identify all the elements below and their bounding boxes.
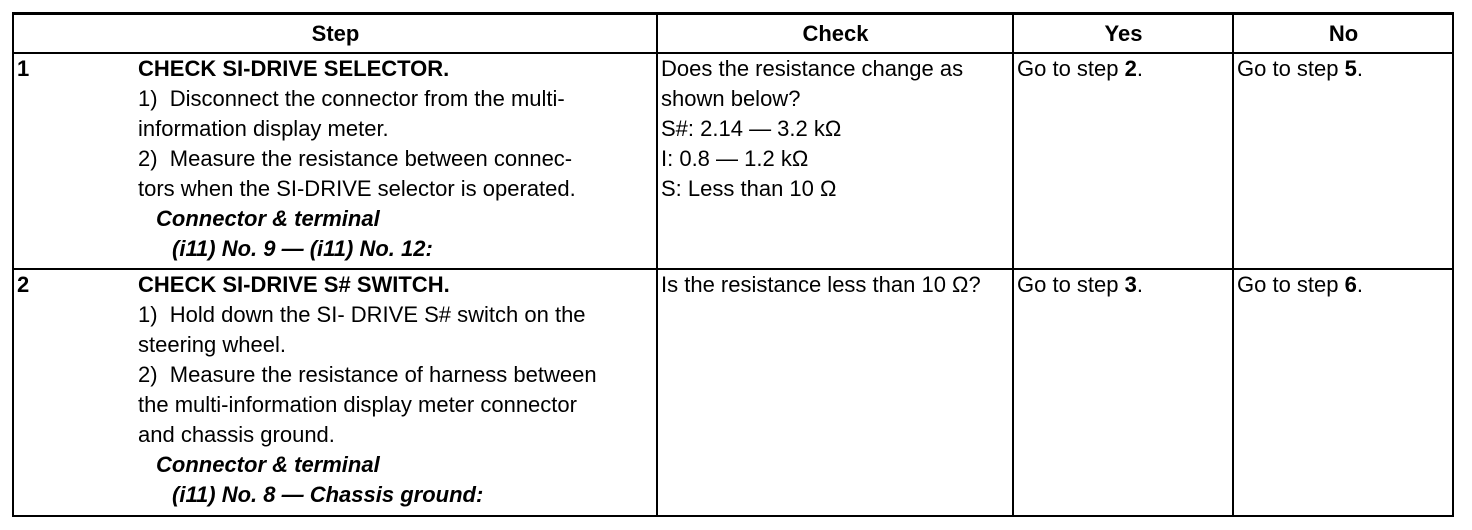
check-cell — [657, 53, 1013, 269]
header-step: Step — [13, 14, 657, 54]
no-cell — [1233, 53, 1453, 269]
yes-period: . — [1136, 272, 1143, 297]
no-prefix: Go to step — [1237, 272, 1345, 297]
step-title: CHECK SI-DRIVE SELECTOR. — [138, 56, 450, 81]
yes-prefix: Go to step — [1017, 56, 1125, 81]
step-line: 2) Measure the resistance of harness between — [138, 362, 597, 387]
table-row — [13, 269, 1453, 516]
connector-terminal-value: (i11) No. 8 — Chassis ground: — [172, 482, 484, 507]
step-body — [138, 54, 654, 264]
yes-period: . — [1136, 56, 1143, 81]
header-check: Check — [657, 14, 1013, 54]
step-line: tors when the SI-DRIVE selector is operated. — [138, 176, 576, 201]
table-row — [13, 53, 1453, 269]
check-line: I: 0.8 — 1.2 kΩ — [661, 146, 809, 171]
yes-prefix: Go to step — [1017, 272, 1125, 297]
check-cell — [657, 269, 1013, 516]
check-line: shown below? — [661, 86, 801, 111]
connector-terminal-label: Connector & terminal — [156, 452, 380, 477]
check-line: S#: 2.14 — 3.2 kΩ — [661, 116, 842, 141]
no-step-link[interactable]: 5 — [1344, 56, 1357, 81]
step-line: 2) Measure the resistance between connec- — [138, 146, 573, 171]
step-cell — [13, 269, 657, 516]
step-line: and chassis ground. — [138, 422, 335, 447]
header-no: No — [1233, 14, 1453, 54]
check-line: Is the resistance less than 10 Ω? — [661, 272, 981, 297]
yes-cell — [1013, 53, 1233, 269]
connector-terminal-value: (i11) No. 9 — (i11) No. 12: — [172, 236, 433, 261]
step-body — [138, 270, 654, 510]
step-line: steering wheel. — [138, 332, 286, 357]
no-prefix: Go to step — [1237, 56, 1345, 81]
step-line: 1) Hold down the SI- DRIVE S# switch on the — [138, 302, 586, 327]
header-row — [13, 14, 1453, 54]
yes-cell — [1013, 269, 1233, 516]
check-line: Does the resistance change as — [661, 56, 964, 81]
no-period: . — [1356, 272, 1363, 297]
yes-step-link[interactable]: 2 — [1124, 56, 1137, 81]
check-line: S: Less than 10 Ω — [661, 176, 837, 201]
step-cell — [13, 53, 657, 269]
step-line: 1) Disconnect the connector from the multi- — [138, 86, 565, 111]
header-yes: Yes — [1013, 14, 1233, 54]
step-number: 1 — [17, 56, 30, 81]
connector-terminal-label: Connector & terminal — [156, 206, 380, 231]
step-number: 2 — [17, 272, 30, 297]
step-title: CHECK SI-DRIVE S# SWITCH. — [138, 272, 450, 297]
no-step-link[interactable]: 6 — [1344, 272, 1357, 297]
yes-step-link[interactable]: 3 — [1124, 272, 1137, 297]
no-cell — [1233, 269, 1453, 516]
step-line: information display meter. — [138, 116, 389, 141]
no-period: . — [1356, 56, 1363, 81]
diagnostic-table — [12, 12, 1454, 517]
step-line: the multi-information display meter connector — [138, 392, 577, 417]
